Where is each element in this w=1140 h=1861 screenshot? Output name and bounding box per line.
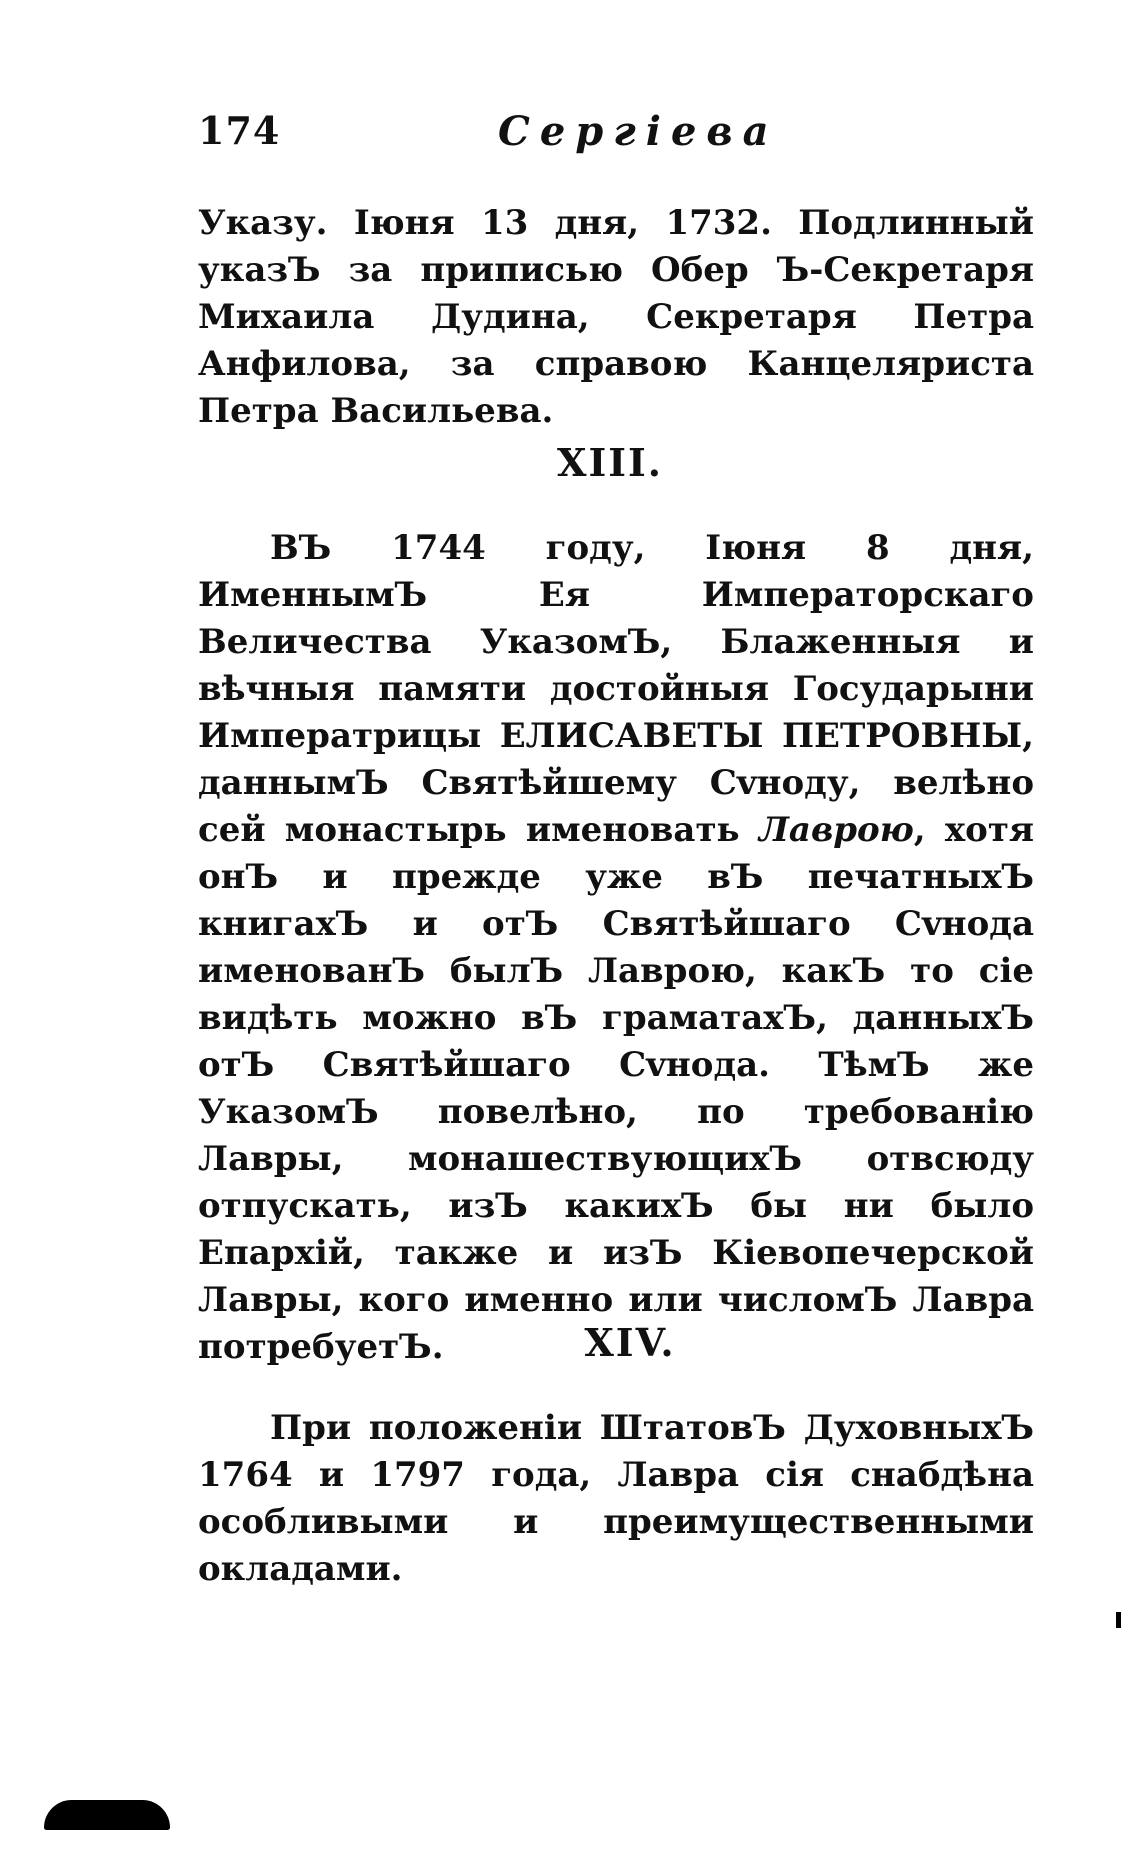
paragraph-staff-allowances: При положенiи ШтатовЪ ДуховныхЪ 1764 и 1797 года, Лавра сiя снабдѣна особливыми и преимущественными окладами.: [198, 1408, 1034, 1589]
page-number: 174: [198, 108, 281, 153]
section-heading-14: XIV.: [584, 1320, 676, 1365]
ink-mark: [1116, 1612, 1121, 1628]
section-heading-13: XIII.: [556, 440, 664, 485]
italic-word-lavra: Лаврою: [758, 810, 914, 850]
paragraph-text-end: , хотя онЪ и прежде уже вЪ печатныхЪ книгахЪ и отЪ Святѣйшаго Сvнода именованЪ былЪ Лаврою, какЪ то сiе видѣть можно вЪ граматахЪ, данныхЪ отЪ Святѣйшаго Сvнода. ТѣмЪ же УказомЪ повелѣно, по требованiю Лавры, монашествующихЪ отвсюду отпускать, изЪ какихЪ бы ни было Епархiй, также и изЪ Кiевопечерской Лавры, кого именно или числомЪ Лавра потребуетЪ.: [198, 810, 1035, 1367]
ink-blot: [44, 1800, 170, 1830]
paragraph-decree-signatures: Указу. Iюня 13 дня, 1732. Подлинный указЪ за приписью Обер Ъ-Секретаря Михаила Дудина, Секретаря Петра Анфилова, за справою Канцеляриста Петра Васильева.: [198, 203, 1034, 431]
paragraph-text-start: ВЪ 1744 году, Iюня 8 дня, ИменнымЪ Ея Императорскаго Величества УказомЪ, Блаженныя и вѣчныя памяти достойныя Государыни Императрицы ЕЛИСАВЕТЫ ПЕТРОВНЫ, даннымЪ Святѣйшему Сvноду, велѣно сей монастырь именовать: [198, 528, 1034, 850]
running-head: [198, 108, 1028, 168]
running-title: Сергiева: [498, 108, 779, 155]
paragraph-lavra-naming: [198, 525, 1034, 1371]
